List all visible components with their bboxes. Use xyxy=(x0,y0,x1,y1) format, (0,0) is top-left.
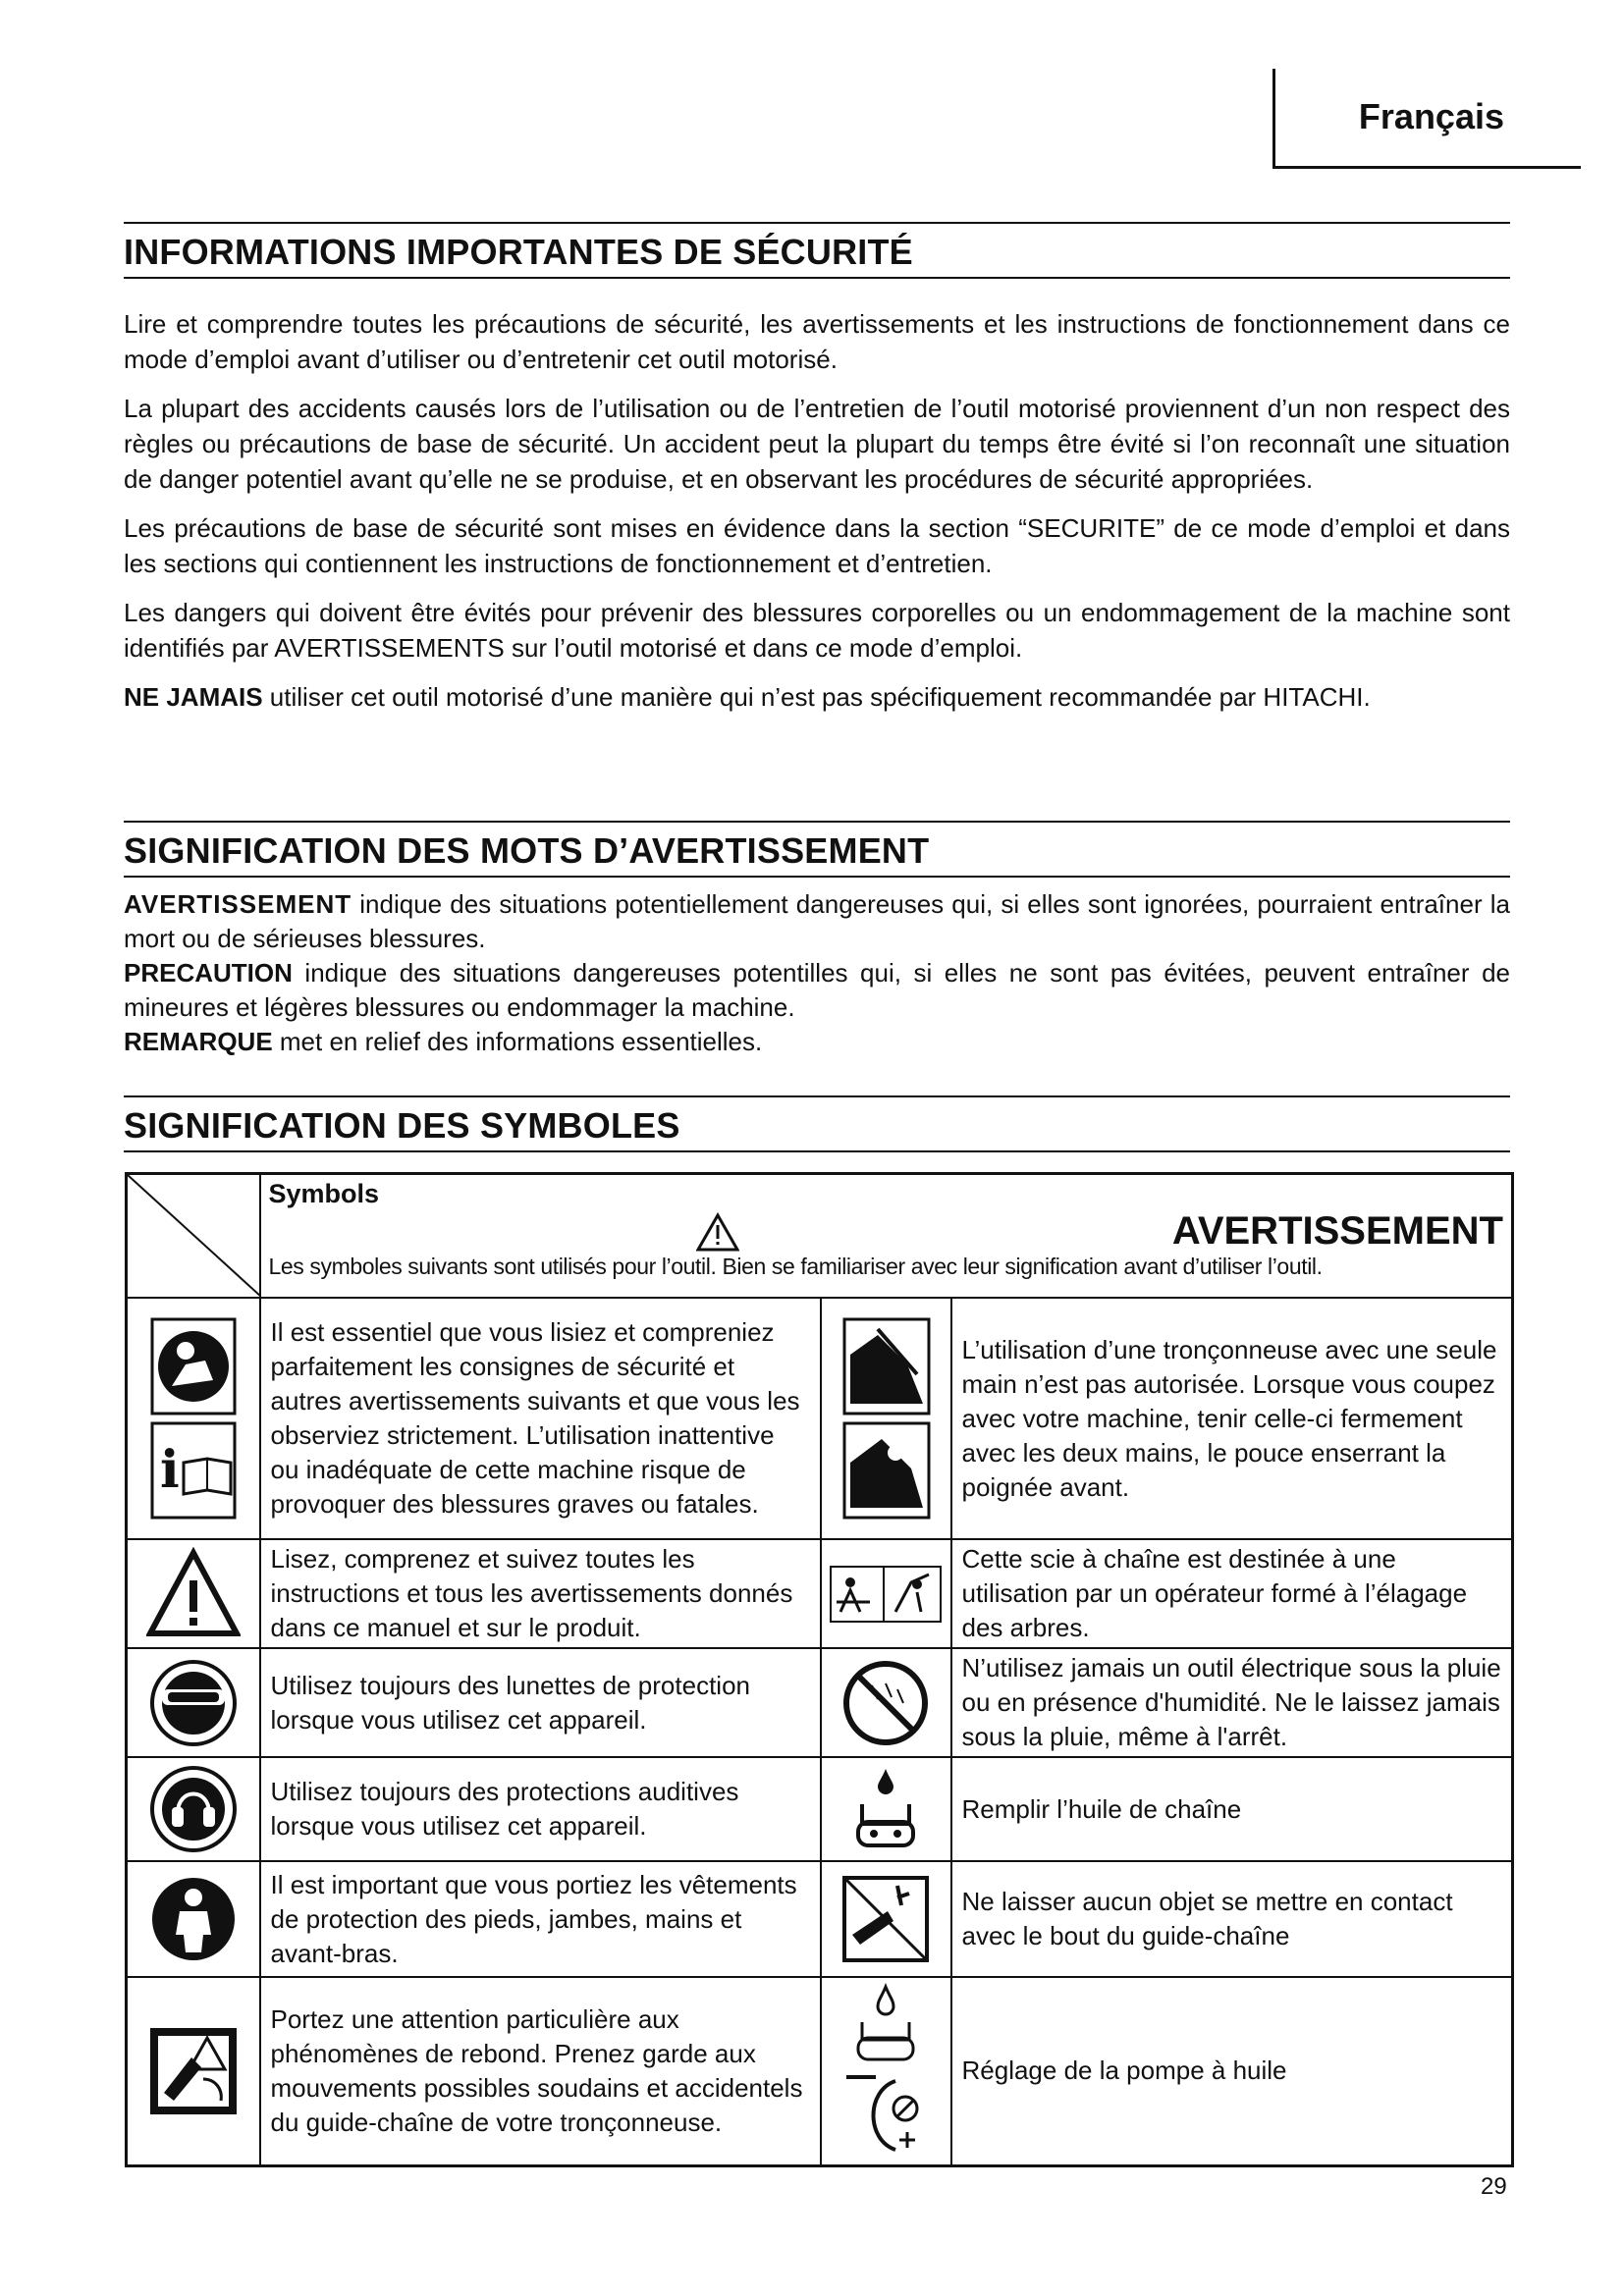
term: PRECAUTION xyxy=(124,958,293,988)
symbol-description: Il est essentiel que vous lisiez et compreniez parfaitement les consignes de sécurité et autres avertissements suivants et que vous les observiez strictement. L’utilisation inattentive ou inadéquate de cette machine risque de provoquer des blessures graves ou fatales. xyxy=(260,1298,821,1539)
symbol-cell xyxy=(127,1648,260,1757)
symbol-cell xyxy=(821,1298,951,1539)
warning-triangle-icon xyxy=(146,1547,241,1641)
symbol-description: Portez une attention particulière aux phénomènes de rebond. Prenez garde aux mouvements possibles soudains et accidentels du guide-chaîne de votre tronçonneuse. xyxy=(260,1977,821,2165)
table-row xyxy=(127,1757,1513,1861)
symbol-cell xyxy=(127,1298,260,1539)
eye-protection-icon xyxy=(146,1656,241,1750)
symbol-description: Ne laisser aucun objet se mettre en contact avec le bout du guide-chaîne xyxy=(951,1861,1513,1977)
section-heading: INFORMATIONS IMPORTANTES DE SÉCURITÉ xyxy=(124,222,1510,279)
symbol-cell xyxy=(821,1539,951,1648)
bar-tip-contact-icon xyxy=(839,1872,933,1966)
symbols-table xyxy=(125,1172,1514,2167)
symbol-description: Utilisez toujours des protections auditives lorsque vous utilisez cet appareil. xyxy=(260,1757,821,1861)
section-warning-words xyxy=(124,821,1510,1059)
ear-protection-icon xyxy=(146,1762,241,1856)
section-heading: SIGNIFICATION DES SYMBOLES xyxy=(124,1095,1510,1152)
section-important-safety xyxy=(124,222,1510,715)
symbol-cell xyxy=(821,1648,951,1757)
page-number: 29 xyxy=(1481,2173,1507,2200)
warning-triangle-icon xyxy=(696,1212,739,1252)
trained-operator-icon xyxy=(827,1563,945,1626)
symbol-description: Réglage de la pompe à huile xyxy=(951,1977,1513,2165)
symbol-cell xyxy=(821,1977,951,2165)
symbol-description: Remplir l’huile de chaîne xyxy=(951,1757,1513,1861)
term: AVERTISSEMENT xyxy=(124,889,352,919)
header-cell xyxy=(260,1174,1513,1299)
header-warning-text: AVERTISSEMENT xyxy=(1171,1209,1503,1253)
language-label: Français xyxy=(1358,96,1504,136)
emphasis: NE JAMAIS xyxy=(124,682,263,712)
chain-oil-icon xyxy=(839,1765,933,1853)
table-row xyxy=(127,1539,1513,1648)
symbol-description: N’utilisez jamais un outil électrique sous la pluie ou en présence d'humidité. Ne le laissez jamais sous la pluie, même à l'arrêt. xyxy=(951,1648,1513,1757)
paragraph: La plupart des accidents causés lors de l’utilisation ou de l’entretien de l’outil motorisé proviennent d’un non respect des règles ou précautions de base de sécurité. Un accident peut la plupart du temps être évité si l’on reconnaît une situation de danger potentiel avant qu’elle ne se produise, et en observant les procédures de sécurité appropriées. xyxy=(124,394,1510,494)
no-rain-icon xyxy=(839,1656,933,1750)
definition-text: met en relief des informations essentielles. xyxy=(272,1027,763,1056)
symbol-description: Il est important que vous portiez les vêtements de protection des pieds, jambes, mains et avant-bras. xyxy=(260,1861,821,1977)
paragraph: Lire et comprendre toutes les précautions de sécurité, les avertissements et les instructions de fonctionnement dans ce mode d’emploi avant d’utiliser ou d’entretenir cet outil motorisé. xyxy=(124,309,1510,374)
definition-text: indique des situations dangereuses potentilles qui, si elles ne sont pas évitées, peuvent entraîner de mineures et légères blessures ou endommager la machine. xyxy=(124,958,1510,1022)
header-diagonal-cell xyxy=(127,1174,260,1299)
header-warning xyxy=(269,1209,1504,1254)
definition-note xyxy=(124,1025,1510,1059)
oil-pump-adjust-icon xyxy=(837,1983,935,2160)
section-heading: SIGNIFICATION DES MOTS D’AVERTISSEMENT xyxy=(124,821,1510,878)
diagonal-line xyxy=(128,1175,261,1297)
symbol-cell xyxy=(127,1977,260,2165)
svg-text:i: i xyxy=(159,1440,180,1500)
symbol-description: Utilisez toujours des lunettes de protection lorsque vous utilisez cet appareil. xyxy=(260,1648,821,1757)
kickback-icon xyxy=(146,2024,241,2118)
symbol-cell xyxy=(821,1861,951,1977)
language-tab xyxy=(1272,69,1581,169)
symbol-description: Cette scie à chaîne est destinée à une utilisation par un opérateur formé à l’élagage des arbres. xyxy=(951,1539,1513,1648)
symbol-cell xyxy=(127,1861,260,1977)
table-row xyxy=(127,1648,1513,1757)
symbol-description: L’utilisation d’une tronçonneuse avec une seule main n’est pas autorisée. Lorsque vous coupez avec votre machine, tenir celle-ci fermement avec les deux mains, le pouce enserrant la poignée avant. xyxy=(951,1298,1513,1539)
header-note: Les symboles suivants sont utilisés pour l’outil. Bien se familiariser avec leur signification avant d’utiliser l’outil. xyxy=(268,1254,1323,1279)
symbol-description: Lisez, comprenez et suivez toutes les instructions et tous les avertissements donnés dans ce manuel et sur le produit. xyxy=(260,1539,821,1648)
paragraph-text: utiliser cet outil motorisé d’une manière qui n’est pas spécifiquement recommandée par HITACHI. xyxy=(262,682,1371,712)
table-header-row xyxy=(127,1174,1513,1299)
table-row xyxy=(127,1977,1513,2165)
definition-caution xyxy=(124,956,1510,1025)
definition-warning xyxy=(124,887,1510,956)
table-row xyxy=(127,1861,1513,1977)
symbol-cell xyxy=(127,1757,260,1861)
definition-text: indique des situations potentiellement dangereuses qui, si elles sont ignorées, pourraient entraîner la mort ou de sérieuses blessures. xyxy=(124,889,1510,953)
section-symbols xyxy=(124,1095,1510,1152)
symbol-cell xyxy=(127,1539,260,1648)
term: REMARQUE xyxy=(124,1027,273,1056)
read-manual-icon xyxy=(146,1315,241,1522)
paragraph xyxy=(124,679,1510,715)
protective-clothing-icon xyxy=(146,1872,241,1966)
paragraph: Les dangers qui doivent être évités pour prévenir des blessures corporelles ou un endommagement de la machine sont identifiés par AVERTISSEMENTS sur l’outil motorisé et dans ce mode d’emploi. xyxy=(124,598,1510,663)
table-row xyxy=(127,1298,1513,1539)
two-hands-icon xyxy=(839,1315,933,1522)
paragraph: Les précautions de base de sécurité sont mises en évidence dans la section “SECURITE” de ce mode d’emploi et dans les sections qui contiennent les instructions de fonctionnement et d’entretien. xyxy=(124,513,1510,578)
header-symbols-label: Symbols xyxy=(268,1179,380,1208)
symbol-cell xyxy=(821,1757,951,1861)
